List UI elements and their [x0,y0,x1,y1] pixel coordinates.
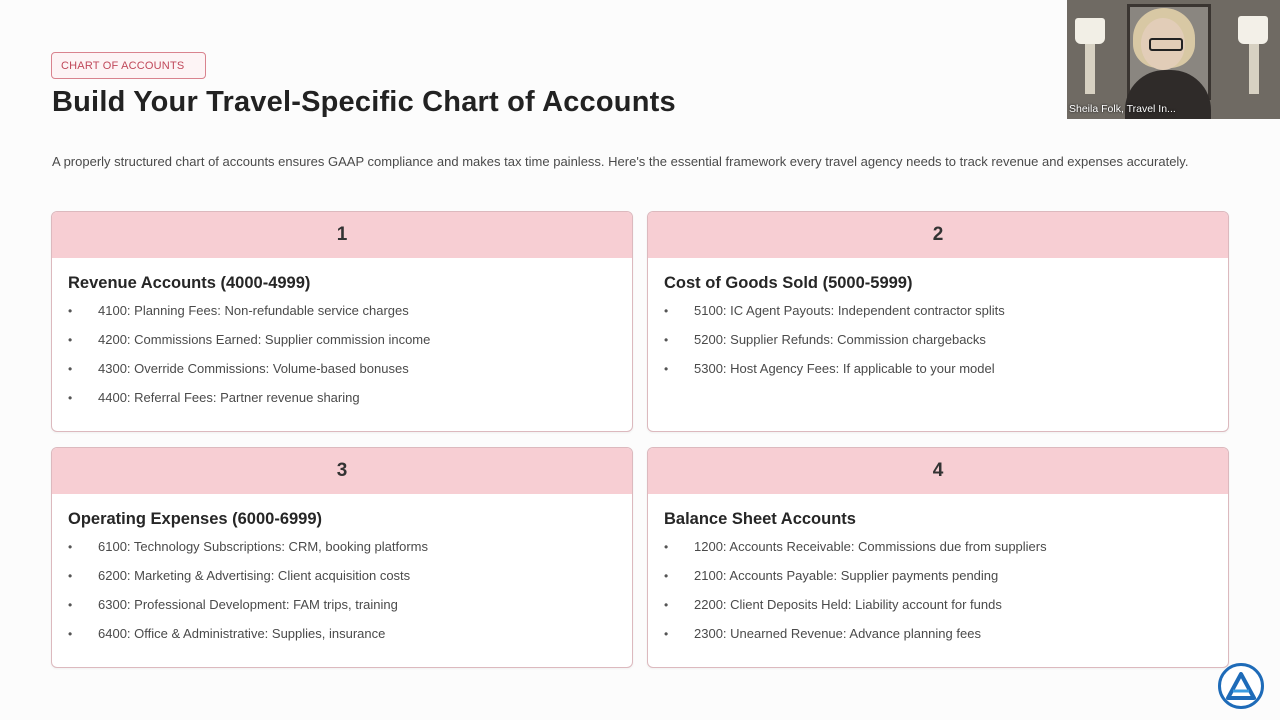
list-item-text: 4400: Referral Fees: Partner revenue sharing [98,390,360,405]
card-title: Cost of Goods Sold (5000-5999) [664,274,913,292]
account-list [52,301,632,417]
participant-name: Sheila Folk, Travel In... [1069,103,1176,115]
card-title: Revenue Accounts (4000-4999) [68,274,311,292]
list-item [648,301,1228,330]
bullet-icon: • [664,569,669,583]
lamp-shade [1238,16,1268,44]
bullet-icon: • [664,627,669,641]
list-item-text: 1200: Accounts Receivable: Commissions due from suppliers [694,539,1047,554]
account-card-revenue [51,211,633,432]
list-item-text: 2300: Unearned Revenue: Advance planning fees [694,626,981,641]
list-item [52,330,632,359]
card-number: 3 [52,448,632,494]
bullet-icon: • [664,304,669,318]
bullet-icon: • [664,598,669,612]
card-title: Operating Expenses (6000-6999) [68,510,323,528]
bullet-icon: • [68,598,73,612]
list-item [52,566,632,595]
intro-paragraph: A properly structured chart of accounts ensures GAAP compliance and makes tax time painless. Here's the essential framework every travel agency needs to track revenue and expenses accurately. [52,154,1189,169]
list-item [648,330,1228,359]
bullet-icon: • [664,362,669,376]
account-card-cogs [647,211,1229,432]
list-item [648,537,1228,566]
list-item-text: 4200: Commissions Earned: Supplier commission income [98,332,431,347]
list-item-text: 5300: Host Agency Fees: If applicable to your model [694,361,995,376]
list-item-text: 6400: Office & Administrative: Supplies, insurance [98,626,386,641]
list-item [648,566,1228,595]
account-list [648,537,1228,653]
bullet-icon: • [68,362,73,376]
account-list [52,537,632,653]
participant-video-tile[interactable] [1067,0,1280,119]
list-item [648,624,1228,653]
list-item [52,537,632,566]
bullet-icon: • [68,391,73,405]
glasses [1149,38,1183,51]
logo-triangle-icon [1226,672,1256,700]
bullet-icon: • [68,333,73,347]
list-item-text: 6100: Technology Subscriptions: CRM, booking platforms [98,539,428,554]
card-number: 2 [648,212,1228,258]
brand-logo-icon [1218,663,1264,709]
list-item [52,624,632,653]
lamp-base [1249,44,1259,94]
list-item-text: 2200: Client Deposits Held: Liability account for funds [694,597,1002,612]
section-tag: CHART OF ACCOUNTS [51,52,206,79]
account-card-balance-sheet [647,447,1229,668]
bullet-icon: • [68,540,73,554]
page-title: Build Your Travel-Specific Chart of Accounts [52,86,676,118]
list-item-text: 5100: IC Agent Payouts: Independent contractor splits [694,303,1005,318]
bullet-icon: • [664,333,669,347]
card-title: Balance Sheet Accounts [664,510,856,528]
list-item [52,595,632,624]
bullet-icon: • [664,540,669,554]
list-item-text: 4100: Planning Fees: Non-refundable service charges [98,303,409,318]
list-item [648,359,1228,388]
account-card-operating [51,447,633,668]
list-item-text: 4300: Override Commissions: Volume-based bonuses [98,361,409,376]
list-item [52,359,632,388]
card-number: 4 [648,448,1228,494]
list-item [52,388,632,417]
list-item-text: 6300: Professional Development: FAM trips, training [98,597,398,612]
list-item-text: 5200: Supplier Refunds: Commission chargebacks [694,332,986,347]
list-item [648,595,1228,624]
bullet-icon: • [68,627,73,641]
list-item-text: 2100: Accounts Payable: Supplier payments pending [694,568,999,583]
bullet-icon: • [68,304,73,318]
list-item [52,301,632,330]
list-item-text: 6200: Marketing & Advertising: Client acquisition costs [98,568,411,583]
bullet-icon: • [68,569,73,583]
card-number: 1 [52,212,632,258]
lamp-base [1085,44,1095,94]
account-list [648,301,1228,388]
lamp-shade [1075,18,1105,44]
